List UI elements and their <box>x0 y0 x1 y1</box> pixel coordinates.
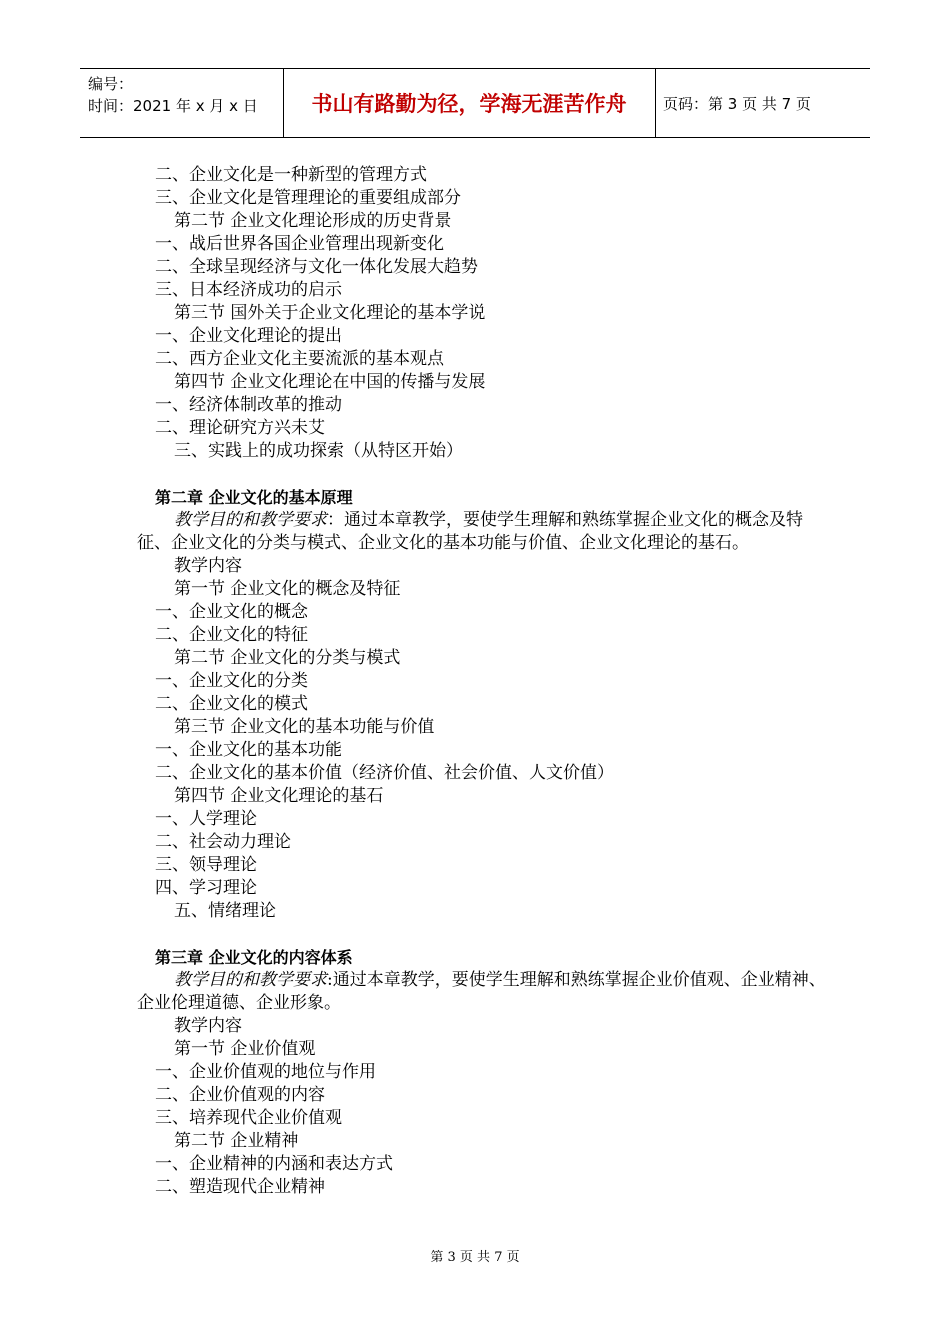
page-header <box>80 68 870 138</box>
outline-line: 第一节 企业文化的概念及特征 <box>174 579 401 599</box>
page-footer: 第 3 页 共 7 页 <box>430 1250 520 1265</box>
outline-line: 二、企业文化的基本价值（经济价值、社会价值、人文价值） <box>155 763 614 783</box>
goal-lead: 教学目的和教学要求 <box>174 970 327 990</box>
outline-line: 第四节 企业文化理论的基石 <box>174 786 384 806</box>
outline-line: 五、情绪理论 <box>174 901 276 921</box>
outline-line: 三、企业文化是管理理论的重要组成部分 <box>155 188 461 208</box>
outline-line: 一、企业价值观的地位与作用 <box>155 1062 376 1082</box>
chapter2-title: 第二章 企业文化的基本原理 <box>155 488 353 507</box>
header-meta <box>88 73 278 117</box>
outline-line: 一、企业文化理论的提出 <box>155 326 342 346</box>
date-label: 时间：2021 年 x 月 x 日 <box>88 97 258 115</box>
chapter3-outline <box>137 1015 837 1199</box>
outline-line: 二、企业文化的特征 <box>155 625 308 645</box>
outline-line: 二、企业文化是一种新型的管理方式 <box>155 165 427 185</box>
header-divider <box>655 69 656 137</box>
outline-line: 二、塑造现代企业精神 <box>155 1177 325 1197</box>
spacer <box>137 463 837 486</box>
outline-line: 第二节 企业文化理论形成的历史背景 <box>174 211 452 231</box>
outline-line: 第二节 企业文化的分类与模式 <box>174 648 401 668</box>
header-page-label: 页码：第 3 页 共 7 页 <box>663 94 811 113</box>
outline-line: 二、理论研究方兴未艾 <box>155 418 325 438</box>
spacer <box>137 923 837 946</box>
outline-line: 第二节 企业精神 <box>174 1131 299 1151</box>
chapter3-goal <box>137 969 827 1015</box>
goal-text: :通过本章教学，要使学生理解和熟练掌握企业价值观、企业精神、企业伦理道德、企业形象。 <box>137 970 826 1013</box>
chapter1-outline <box>137 164 837 463</box>
outline-line: 二、全球呈现经济与文化一体化发展大趋势 <box>155 257 478 277</box>
outline-line: 一、企业文化的概念 <box>155 602 308 622</box>
outline-line: 二、社会动力理论 <box>155 832 291 852</box>
outline-line: 第三节 国外关于企业文化理论的基本学说 <box>174 303 486 323</box>
goal-lead: 教学目的和教学要求 <box>174 510 327 530</box>
document-body <box>137 164 837 1199</box>
outline-line: 一、经济体制改革的推动 <box>155 395 342 415</box>
outline-line: 二、企业价值观的内容 <box>155 1085 325 1105</box>
chapter2-outline <box>137 555 837 923</box>
header-motto: 书山有路勤为径，学海无涯苦作舟 <box>311 92 627 116</box>
outline-line: 第三节 企业文化的基本功能与价值 <box>174 717 435 737</box>
outline-line: 一、企业精神的内涵和表达方式 <box>155 1154 393 1174</box>
outline-line: 三、日本经济成功的启示 <box>155 280 342 300</box>
outline-line: 三、领导理论 <box>155 855 257 875</box>
outline-line: 二、西方企业文化主要流派的基本观点 <box>155 349 444 369</box>
outline-line: 教学内容 <box>174 1016 242 1036</box>
outline-line: 一、战后世界各国企业管理出现新变化 <box>155 234 444 254</box>
goal-text: ：通过本章教学，要使学生理解和熟练掌握企业文化的概念及特征、企业文化的分类与模式、企业文化的基本功能与价值、企业文化理论的基石。 <box>137 510 803 553</box>
outline-line: 三、培养现代企业价值观 <box>155 1108 342 1128</box>
outline-line: 教学内容 <box>174 556 242 576</box>
outline-line: 四、学习理论 <box>155 878 257 898</box>
chapter2-goal <box>137 509 827 555</box>
outline-line: 第一节 企业价值观 <box>174 1039 316 1059</box>
chapter3-title: 第三章 企业文化的内容体系 <box>155 948 353 967</box>
outline-line: 第四节 企业文化理论在中国的传播与发展 <box>174 372 486 392</box>
outline-line: 一、人学理论 <box>155 809 257 829</box>
outline-line: 三、实践上的成功探索（从特区开始） <box>174 441 463 461</box>
outline-line: 二、企业文化的模式 <box>155 694 308 714</box>
outline-line: 一、企业文化的分类 <box>155 671 308 691</box>
outline-line: 一、企业文化的基本功能 <box>155 740 342 760</box>
number-label: 编号： <box>88 75 134 93</box>
